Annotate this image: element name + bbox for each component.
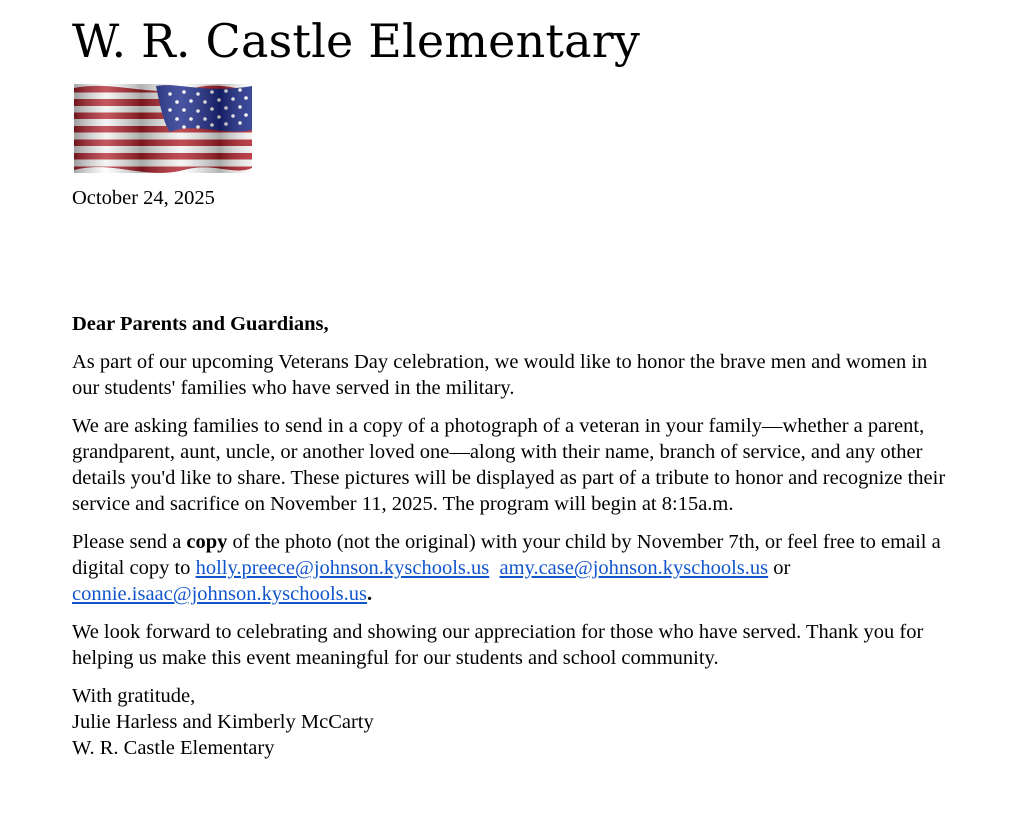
page-title: W. R. Castle Elementary: [72, 14, 641, 68]
instructions-or: or: [768, 557, 791, 579]
instructions-bold-copy: copy: [186, 531, 228, 553]
email-link-connie[interactable]: connie.isaac@johnson.kyschools.us: [72, 583, 368, 605]
letter-date: October 24, 2025: [72, 187, 215, 209]
email-link-amy[interactable]: amy.case@johnson.kyschools.us: [499, 557, 769, 579]
letter-body: [72, 311, 952, 761]
paragraph-intro: As part of our upcoming Veterans Day celebration, we would like to honor the brave men and women in our students' families who have served in the military.: [72, 351, 928, 399]
paragraph-thanks: We look forward to celebrating and showing our appreciation for those who have served. Thank you for helping us make this event meaningful for our students and school community.: [72, 621, 924, 669]
signature-names: Julie Harless and Kimberly McCarty: [72, 711, 374, 733]
instructions-lead: Please send a: [72, 531, 187, 553]
paragraph-instructions: [72, 529, 952, 607]
greeting: Dear Parents and Guardians,: [72, 313, 329, 335]
paragraph-request: We are asking families to send in a copy of a photograph of a veteran in your family—whether a parent, grandparent, aunt, uncle, or another loved one—along with their name, branch of service, and any other details you'd like to share. These pictures will be displayed as part of a tribute to honor and recognize their service and sacrifice on November 11, 2025. The program will begin at 8:15a.m.: [72, 415, 946, 515]
signature-school: W. R. Castle Elementary: [72, 737, 275, 759]
instructions-period: .: [367, 583, 373, 605]
email-link-holly[interactable]: holly.preece@johnson.kyschools.us: [195, 557, 490, 579]
american-flag-icon: [74, 84, 252, 173]
instructions-text: of the photo (not the original) with your child by November 7th, or feel free to email a digital copy to: [72, 531, 941, 579]
signature-block: [72, 683, 952, 761]
signature-closing: With gratitude,: [72, 685, 196, 707]
